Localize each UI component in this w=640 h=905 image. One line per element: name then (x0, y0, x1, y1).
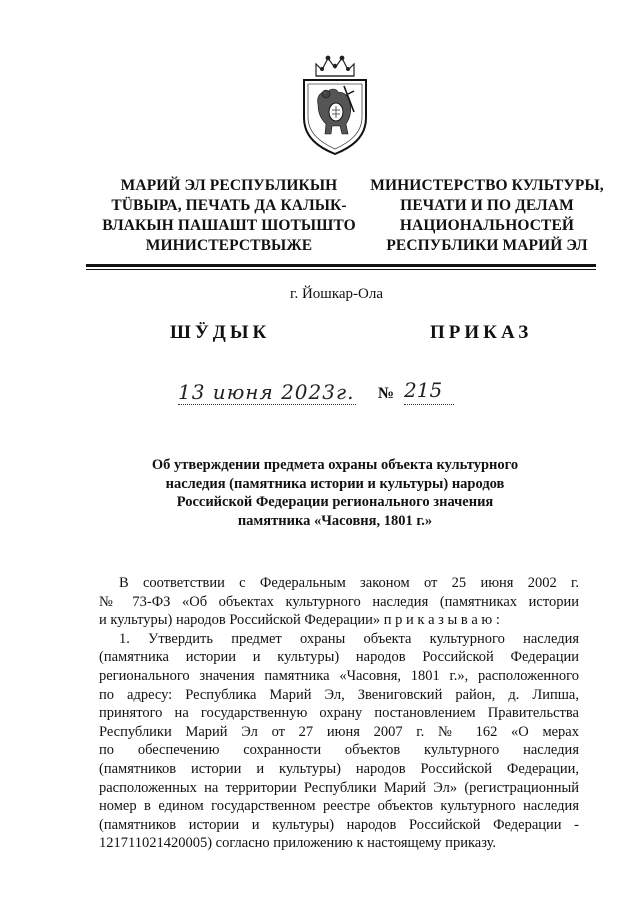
header-right-line: РЕСПУБЛИКИ МАРИЙ ЭЛ (386, 237, 588, 254)
body-line: по адресу: Республика Марий Эл, Звениговский район, д. Липша, (99, 686, 579, 703)
body-line: Республики Марий Эл от 27 июня 2007 г. № 162 «О мерах (99, 723, 579, 740)
order-body (99, 574, 579, 853)
doc-title-russian: ПРИКАЗ (430, 322, 533, 343)
body-line: В соответствии с Федеральным законом от 25 июня 2002 г. (119, 575, 579, 591)
body-line: (памятников истории и культуры) народов Российской Федерации, (99, 760, 579, 777)
coat-of-arms-icon (298, 52, 372, 156)
number-sign: № (378, 385, 395, 402)
subject-line: Российской Федерации регионального значения (176, 494, 494, 510)
order-subject (120, 456, 550, 530)
body-line: № 73-ФЗ «Об объектах культурного наследия (памятниках истории (99, 593, 579, 610)
header-left-line: ТÜВЫРА, ПЕЧАТЬ ДА КАЛЫК- (111, 197, 347, 214)
city-label: г. Йошкар-Ола (290, 286, 384, 302)
subject-line: наследия (памятника истории и культуры) народов (165, 475, 505, 492)
header-right-line: НАЦИОНАЛЬНОСТЕЙ (399, 217, 575, 234)
subject-line: Об утверждении предмета охраны объекта культурного (151, 457, 519, 473)
header-marij (88, 176, 370, 256)
body-line: расположенных на территории Республики Марий Эл» (регистрационный (99, 779, 579, 796)
date-underline (178, 404, 356, 405)
date-number-row (178, 380, 478, 420)
header-divider-thin (86, 269, 596, 270)
header-left-line: МИНИСТЕРСТВЫЖЕ (145, 237, 313, 254)
header-left-line: МАРИЙ ЭЛ РЕСПУБЛИКЫН (120, 177, 338, 194)
handwritten-number: 215 (404, 378, 443, 402)
header-divider-thick (86, 264, 596, 267)
body-line: принятого на государственную охрану постановлением Правительства (99, 705, 579, 722)
body-line: номер в едином государственном реестре объектов культурного наследия (99, 798, 579, 815)
body-line: регионального значения памятника «Часовня, 1801 г.», расположенного (99, 667, 579, 684)
number-underline (404, 404, 454, 405)
header-left-line: ВЛАКЫН ПАШАШТ ШОТЫШТО (102, 217, 356, 234)
body-line: (памятника истории и культуры) народов Российской Федерации (99, 649, 579, 666)
header-right-line: ПЕЧАТИ И ПО ДЕЛАМ (400, 197, 574, 214)
subject-line: памятника «Часовня, 1801 г.» (237, 512, 433, 529)
body-line: (памятников истории и культуры) народов Российской Федерации - (99, 816, 579, 833)
doc-title-marij: ШӰДЫК (170, 322, 271, 343)
header-russian (356, 176, 618, 256)
body-line: и культуры) народов Российской Федерации» п р и к а з ы в а ю : (99, 612, 500, 629)
body-line: 121711021420005) согласно приложению к настоящему приказу. (99, 835, 497, 852)
body-line: по обеспечению сохранности объектов культурного наследия (99, 742, 579, 759)
header-right-line: МИНИСТЕРСТВО КУЛЬТУРЫ, (370, 177, 604, 194)
body-line: 1. Утвердить предмет охраны объекта культурного наследия (119, 630, 579, 647)
handwritten-date: 13 июня 2023г. (178, 380, 355, 404)
